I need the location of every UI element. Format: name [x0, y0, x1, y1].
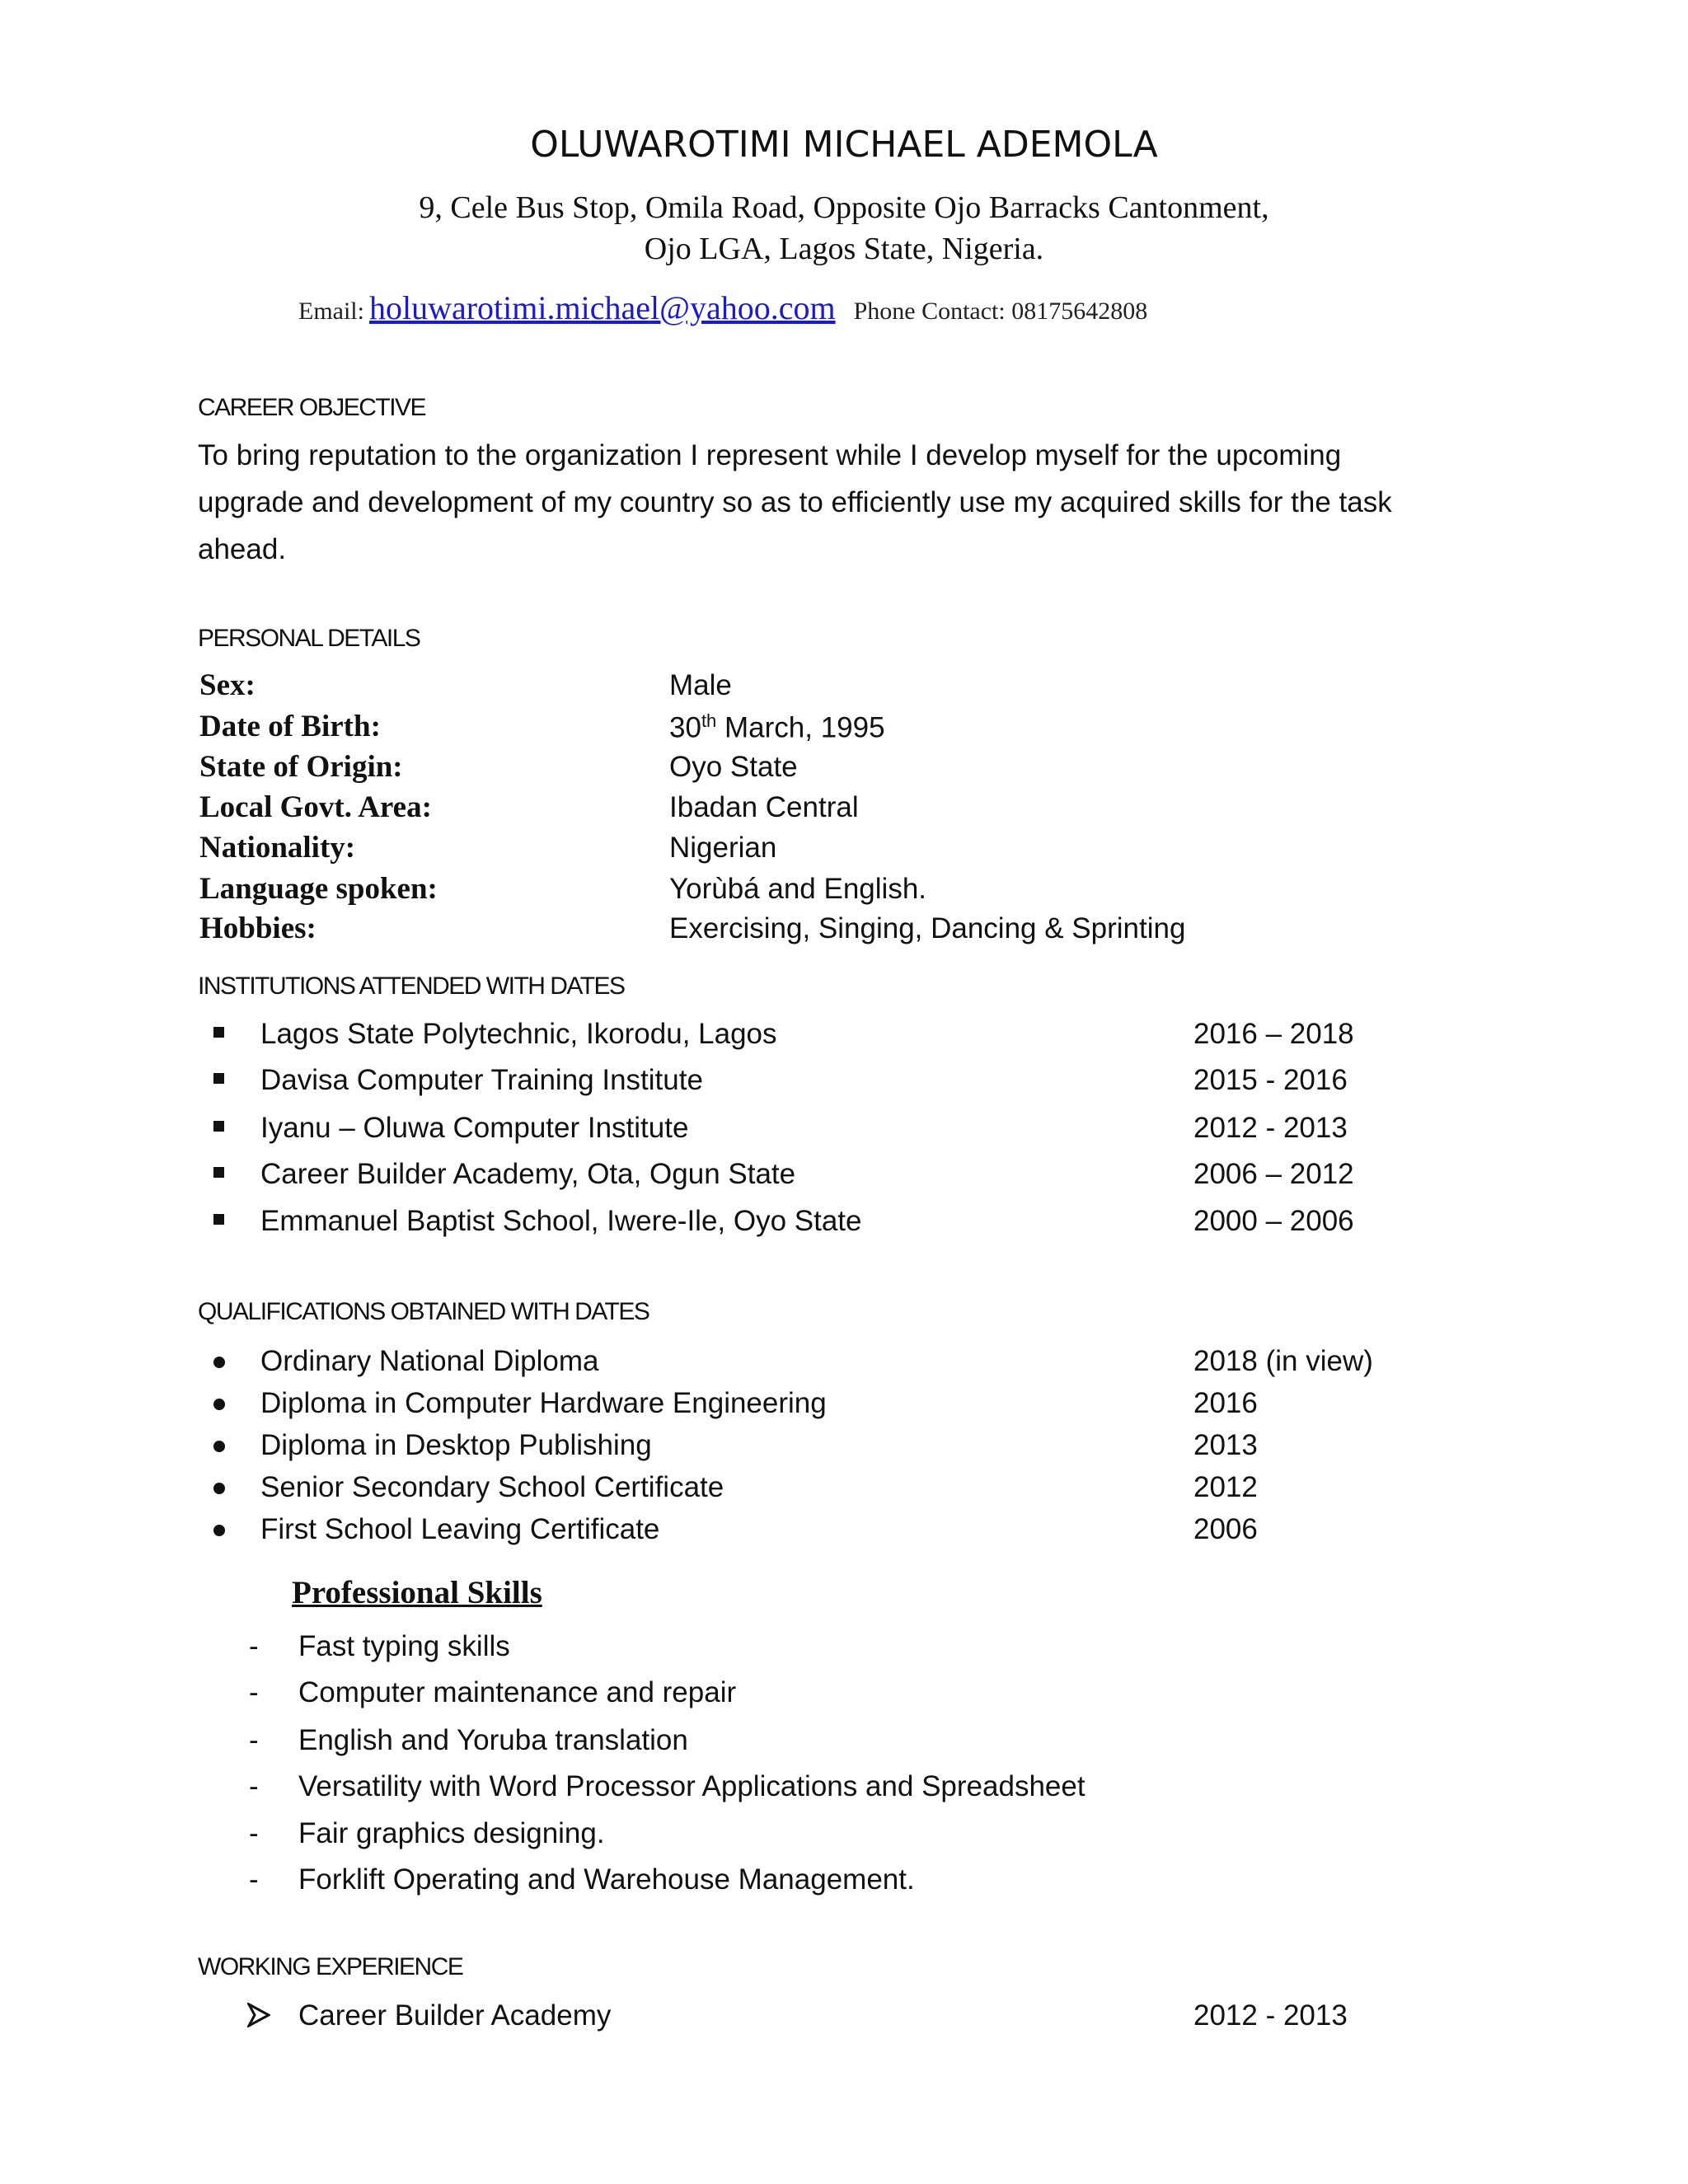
round-bullet-icon	[213, 1441, 225, 1452]
phone-label: Phone Contact:	[853, 298, 1006, 325]
institution-name: Career Builder Academy, Ota, Ogun State	[260, 1158, 796, 1190]
square-bullet-icon	[213, 1167, 224, 1178]
hobbies-label: Hobbies:	[199, 912, 316, 945]
language-label: Language spoken:	[199, 872, 438, 906]
qualification-name: Ordinary National Diploma	[260, 1345, 599, 1377]
working-experience-heading: WORKING EXPERIENCE	[198, 1953, 463, 1980]
institution-dates: 2016 – 2018	[1193, 1018, 1354, 1050]
dob-label: Date of Birth:	[199, 710, 381, 743]
square-bullet-icon	[213, 1027, 224, 1038]
qualification-name: First School Leaving Certificate	[260, 1513, 660, 1545]
objective-line: upgrade and development of my country so as to efficiently use my acquired skills for the task	[198, 486, 1392, 518]
lga-label: Local Govt. Area:	[199, 790, 432, 824]
qualification-date: 2018 (in view)	[1193, 1345, 1373, 1377]
square-bullet-icon	[213, 1073, 224, 1084]
institution-dates: 2000 – 2006	[1193, 1205, 1354, 1237]
state-of-origin-label: State of Origin:	[199, 750, 403, 784]
institution-dates: 2015 - 2016	[1193, 1064, 1348, 1096]
nationality-value: Nigerian	[669, 832, 777, 864]
skill-item: Forklift Operating and Warehouse Management.	[298, 1863, 915, 1896]
round-bullet-icon	[213, 1399, 225, 1410]
experience-item: Career Builder Academy	[298, 1999, 612, 2032]
dash-bullet: -	[249, 1863, 259, 1896]
career-objective-heading: CAREER OBJECTIVE	[198, 394, 426, 421]
institutions-heading: INSTITUTIONS ATTENDED WITH DATES	[198, 972, 625, 1000]
candidate-name: OLUWAROTIMI MICHAEL ADEMOLA	[530, 124, 1158, 166]
dash-bullet: -	[249, 1770, 259, 1802]
arrow-bullet-icon	[247, 2003, 270, 2027]
square-bullet-icon	[213, 1121, 224, 1132]
institution-name: Emmanuel Baptist School, Iwere-Ile, Oyo State	[260, 1205, 862, 1237]
lga-value: Ibadan Central	[669, 791, 859, 823]
phone-number: 08175642808	[1011, 298, 1148, 325]
skill-item: Computer maintenance and repair	[298, 1676, 737, 1708]
qualification-name: Senior Secondary School Certificate	[260, 1471, 724, 1503]
dash-bullet: -	[249, 1676, 259, 1708]
qualification-date: 2006	[1193, 1513, 1258, 1545]
qualification-date: 2013	[1193, 1429, 1258, 1461]
skill-item: Versatility with Word Processor Applications and Spreadsheet	[298, 1770, 1085, 1802]
skill-item: Fast typing skills	[298, 1630, 510, 1662]
hobbies-value: Exercising, Singing, Dancing & Sprinting	[669, 912, 1186, 944]
email-link[interactable]: holuwarotimi.michael@yahoo.com	[368, 289, 836, 326]
dash-bullet: -	[249, 1724, 259, 1756]
institution-name: Lagos State Polytechnic, Ikorodu, Lagos	[260, 1018, 777, 1050]
institution-name: Iyanu – Oluwa Computer Institute	[260, 1112, 689, 1144]
email-label: Email:	[298, 298, 364, 325]
contact-line	[298, 288, 1147, 327]
objective-line: To bring reputation to the organization I represent while I develop myself for the upcoming	[198, 439, 1342, 471]
institution-dates: 2006 – 2012	[1193, 1158, 1354, 1190]
square-bullet-icon	[213, 1214, 224, 1225]
qualification-date: 2012	[1193, 1471, 1258, 1503]
professional-skills-heading: Professional Skills	[292, 1575, 542, 1610]
skill-item: Fair graphics designing.	[298, 1817, 605, 1849]
skill-item: English and Yoruba translation	[298, 1724, 688, 1756]
qualifications-heading: QUALIFICATIONS OBTAINED WITH DATES	[198, 1298, 649, 1325]
round-bullet-icon	[213, 1525, 225, 1536]
address-line-2: Ojo LGA, Lagos State, Nigeria.	[644, 232, 1044, 266]
round-bullet-icon	[213, 1357, 225, 1368]
state-of-origin-value: Oyo State	[669, 751, 798, 783]
address-line-1: 9, Cele Bus Stop, Omila Road, Opposite Ojo Barracks Cantonment,	[419, 190, 1269, 225]
dob-value: 30th March, 1995	[669, 710, 885, 744]
experience-dates: 2012 - 2013	[1193, 1999, 1348, 2032]
qualification-name: Diploma in Desktop Publishing	[260, 1429, 652, 1461]
institution-dates: 2012 - 2013	[1193, 1112, 1348, 1144]
qualification-name: Diploma in Computer Hardware Engineering	[260, 1387, 827, 1419]
qualification-date: 2016	[1193, 1387, 1258, 1419]
sex-label: Sex:	[199, 668, 256, 702]
institution-name: Davisa Computer Training Institute	[260, 1064, 703, 1096]
personal-details-heading: PERSONAL DETAILS	[198, 625, 420, 652]
dash-bullet: -	[249, 1817, 259, 1849]
round-bullet-icon	[213, 1483, 225, 1494]
objective-line: ahead.	[198, 533, 287, 565]
language-value: Yorùbá and English.	[669, 873, 927, 905]
nationality-label: Nationality:	[199, 831, 356, 865]
sex-value: Male	[669, 669, 732, 701]
dash-bullet: -	[249, 1630, 259, 1662]
career-objective-text	[198, 432, 1484, 573]
